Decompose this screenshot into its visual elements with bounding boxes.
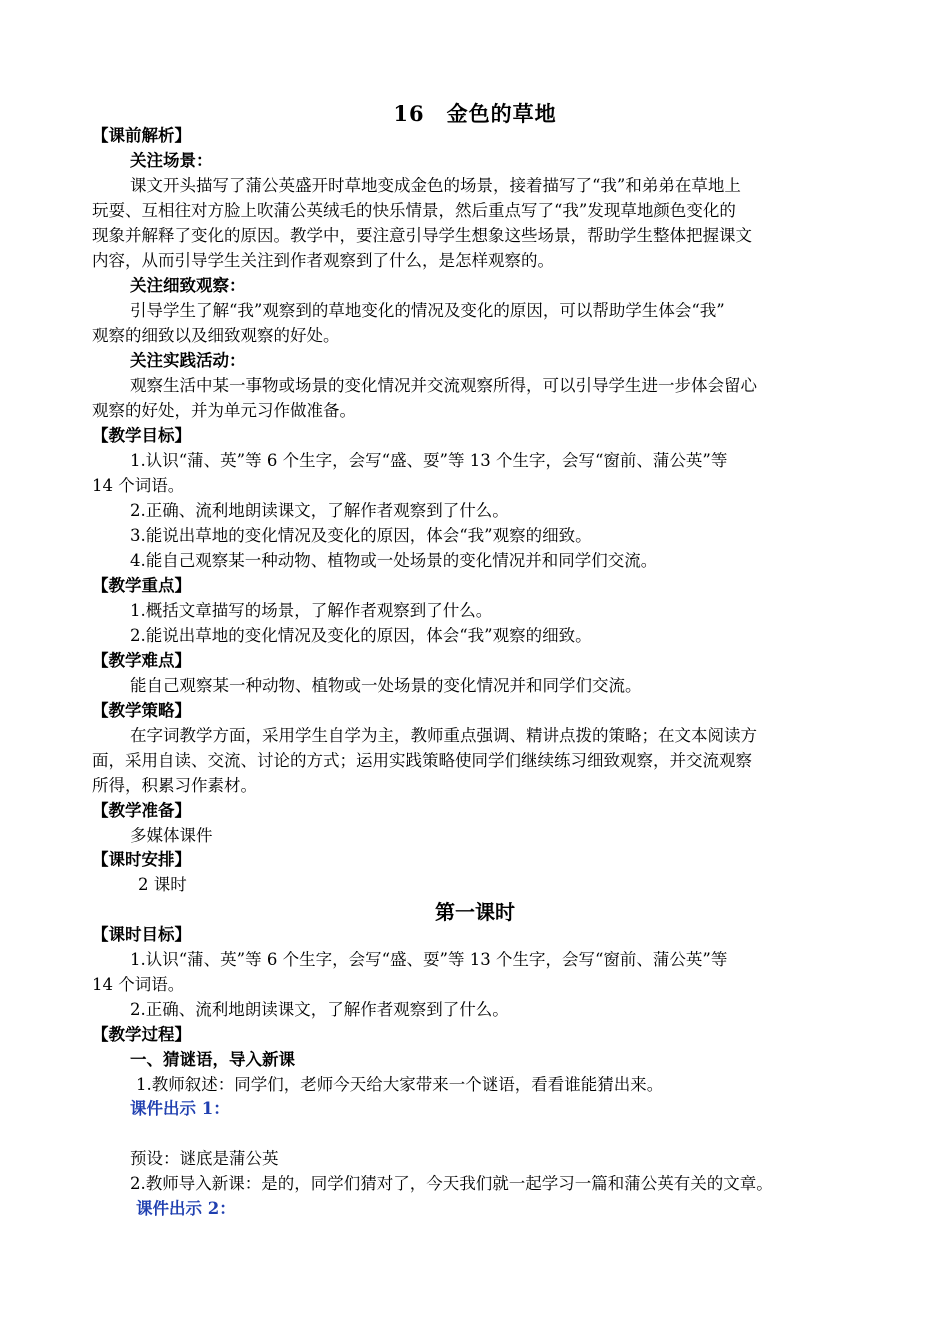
section-heading-difficulty: 【教学难点】 — [92, 651, 191, 670]
paragraph-line: 课文开头描写了蒲公英盛开时草地变成金色的场景，接着描写了“我”和弟弟在草地上 — [130, 176, 741, 195]
paragraph-line: 观察生活中某一事物或场景的变化情况并交流观察所得，可以引导学生进一步体会留心 — [130, 376, 757, 395]
section-heading-pre-analysis: 【课前解析】 — [92, 126, 191, 145]
list-item: 1.概括文章描写的场景，了解作者观察到了什么。 — [130, 601, 493, 620]
paragraph-line: 能自己观察某一种动物、植物或一处场景的变化情况并和同学们交流。 — [130, 676, 642, 695]
courseware-label: 课件出示 2： — [136, 1199, 236, 1218]
paragraph-line: 玩耍、互相往对方脸上吹蒲公英绒毛的快乐情景，然后重点写了“我”发现草地颜色变化的 — [92, 201, 736, 220]
paragraph-line: 1.教师叙述：同学们，老师今天给大家带来一个谜语，看看谁能猜出来。 — [136, 1075, 664, 1094]
list-item: 3.能说出草地的变化情况及变化的原因，体会“我”观察的细致。 — [130, 526, 592, 545]
lesson-title: 第一课时 — [435, 900, 515, 924]
section-heading-prep: 【教学准备】 — [92, 801, 191, 820]
page-title: 16 金色的草地 — [393, 101, 557, 126]
paragraph-line: 2 课时 — [138, 875, 187, 894]
paragraph-line: 2.教师导入新课：是的，同学们猜对了，今天我们就一起学习一篇和蒲公英有关的文章。 — [130, 1174, 773, 1193]
list-item: 2.正确、流利地朗读课文，了解作者观察到了什么。 — [130, 501, 509, 520]
paragraph-line: 内容，从而引导学生关注到作者观察到了什么，是怎样观察的。 — [92, 251, 554, 270]
section-heading-focus: 【教学重点】 — [92, 576, 191, 595]
list-item: 2.能说出草地的变化情况及变化的原因，体会“我”观察的细致。 — [130, 626, 592, 645]
courseware-label: 课件出示 1： — [130, 1099, 230, 1118]
subheading-observe: 关注细致观察： — [130, 276, 246, 295]
paragraph-line: 观察的好处，并为单元习作做准备。 — [92, 401, 356, 420]
section-heading-strategy: 【教学策略】 — [92, 701, 191, 720]
list-item: 1.认识“蒲、英”等 6 个生字，会写“盛、耍”等 13 个生字，会写“窗前、蒲公英”等 — [130, 451, 728, 470]
step-heading: 一、猜谜语，导入新课 — [130, 1050, 295, 1069]
paragraph-line: 引导学生了解“我”观察到的草地变化的情况及变化的原因，可以帮助学生体会“我” — [130, 301, 725, 320]
paragraph-line: 面，采用自读、交流、讨论的方式；运用实践策略使同学们继续练习细致观察，并交流观察 — [92, 751, 752, 770]
subheading-practice: 关注实践活动： — [130, 351, 246, 370]
list-item: 4.能自己观察某一种动物、植物或一处场景的变化情况并和同学们交流。 — [130, 551, 658, 570]
paragraph-line: 观察的细致以及细致观察的好处。 — [92, 326, 340, 345]
section-heading-goals: 【教学目标】 — [92, 426, 191, 445]
paragraph-line: 预设：谜底是蒲公英 — [130, 1149, 279, 1168]
section-heading-process: 【教学过程】 — [92, 1025, 191, 1044]
list-item: 2.正确、流利地朗读课文，了解作者观察到了什么。 — [130, 1000, 509, 1019]
paragraph-line: 所得，积累习作素材。 — [92, 776, 257, 795]
section-heading-schedule: 【课时安排】 — [92, 850, 191, 869]
list-item-continuation: 14 个词语。 — [92, 476, 185, 495]
section-heading-lesson-goals: 【课时目标】 — [92, 925, 191, 944]
subheading-scene: 关注场景： — [130, 151, 213, 170]
paragraph-line: 多媒体课件 — [130, 826, 213, 845]
paragraph-line: 现象并解释了变化的原因。教学中，要注意引导学生想象这些场景，帮助学生整体把握课文 — [92, 226, 752, 245]
paragraph-line: 在字词教学方面，采用学生自学为主，教师重点强调、精讲点拨的策略；在文本阅读方 — [130, 726, 757, 745]
list-item: 1.认识“蒲、英”等 6 个生字，会写“盛、耍”等 13 个生字，会写“窗前、蒲公英”等 — [130, 950, 728, 969]
list-item-continuation: 14 个词语。 — [92, 975, 185, 994]
